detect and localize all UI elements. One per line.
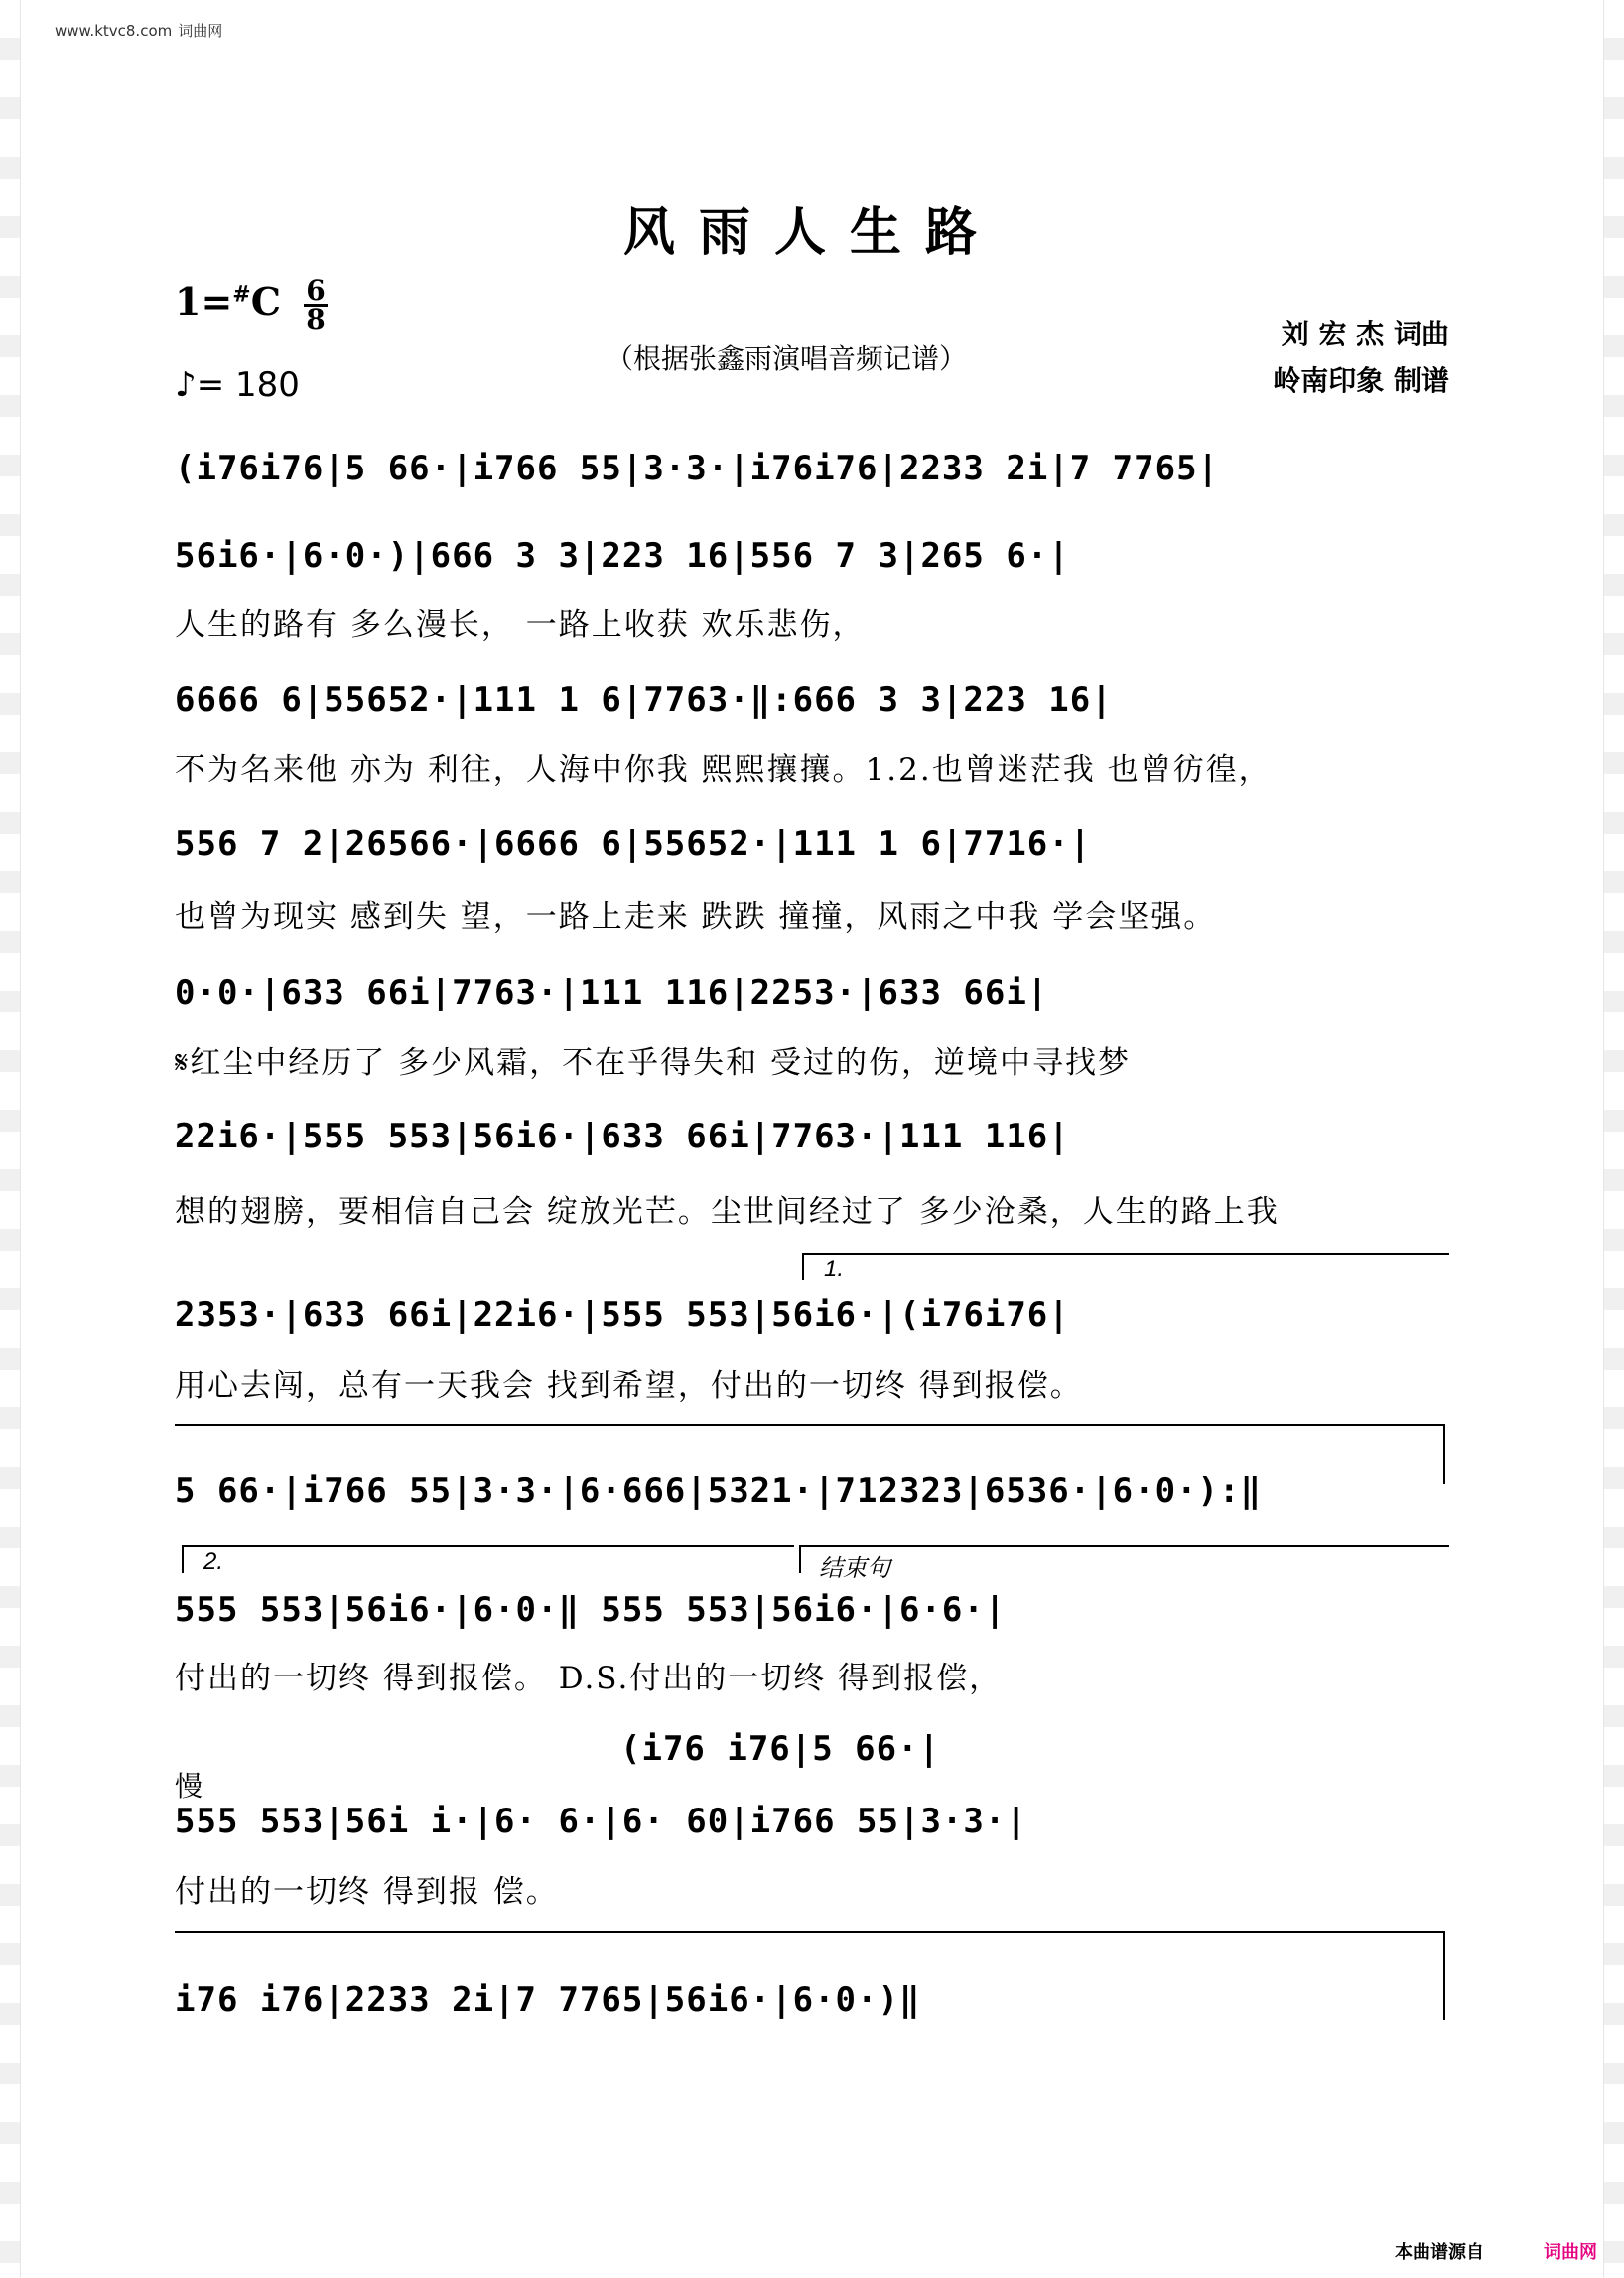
site-header[interactable]	[55, 20, 222, 41]
footer-brand-link[interactable]: 词曲网	[1544, 2242, 1597, 2263]
lyric-line-6: 想的翅膀，要相信自己会 绽放光芒。尘世间经过了 多少沧桑，人生的路上我	[175, 1194, 1280, 1230]
notation-line-3: 6666 6|55652·|111 1 6|7763·‖:666 3 3|223 16|	[175, 680, 1113, 720]
lyric-line-11: 付出的一切终 得到报 偿。	[175, 1874, 559, 1910]
time-numerator: 6	[306, 274, 326, 307]
footer-source: 本曲谱源自	[1395, 2242, 1484, 2263]
site-url: www.ktvc8.com	[55, 22, 173, 40]
key-prefix: 1=	[175, 279, 233, 324]
notation-line-7: 2353·|633 66i|22i6·|555 553|56i6·|(i76i76|	[175, 1295, 1070, 1335]
subtitle: （根据张鑫雨演唱音频记谱）	[606, 342, 968, 375]
tempo-marking: ♪= 180	[175, 365, 300, 405]
sharp-symbol: #	[232, 281, 251, 308]
notation-line-6: 22i6·|555 553|56i6·|633 66i|7763·|111 116|	[175, 1117, 1070, 1156]
system-divider	[175, 1424, 1445, 1426]
site-name: 词曲网	[178, 22, 223, 40]
lyric-line-9: 付出的一切终 得到报偿。 D.S.付出的一切终 得到报偿，	[175, 1661, 1003, 1696]
credit-arranger: 岭南印象 制谱	[1273, 364, 1449, 397]
credit-lyricist-composer: 刘 宏 杰 词曲	[1281, 318, 1449, 350]
system-divider-end	[1443, 1424, 1445, 1484]
lyric-line-2: 人生的路有 多么漫长， 一路上收获 欢乐悲伤，	[175, 607, 866, 643]
notation-line-9: 555 553|56i6·|6·0·‖ 555 553|56i6·|6·6·|	[175, 1590, 1007, 1630]
slow-marking: 慢	[175, 1771, 203, 1802]
system-divider-2-end	[1443, 1931, 1445, 2020]
notation-line-10: (i76 i76|5 66·|	[620, 1729, 941, 1769]
key-signature	[175, 274, 328, 335]
notation-line-11: 555 553|56i i·|6· 6·|6· 60|i766 55|3·3·|	[175, 1802, 1027, 1841]
time-signature	[304, 274, 327, 335]
notation-line-12: i76 i76|2233 2i|7 7765|56i6·|6·0·)‖	[175, 1980, 921, 2020]
coda-ending-label: 结束句	[819, 1555, 890, 1582]
notation-line-8: 5 66·|i766 55|3·3·|6·666|5321·|712323|6536·|6·0·):‖	[175, 1471, 1262, 1511]
first-ending-bracket	[802, 1253, 1449, 1280]
time-denominator: 8	[306, 303, 326, 335]
lyric-line-4: 也曾为现实 感到失 望，一路上走来 跌跌 撞撞，风雨之中我 学会坚强。	[175, 899, 1217, 935]
right-border-strip	[1603, 0, 1624, 2278]
notation-line-5: 0·0·|633 66i|7763·|111 116|2253·|633 66i|	[175, 973, 1049, 1012]
lyric-line-7: 用心去闯，总有一天我会 找到希望，付出的一切终 得到报偿。	[175, 1368, 1083, 1404]
system-divider-2	[175, 1931, 1445, 1933]
lyric-line-5: 𝄋红尘中经历了 多少风霜，不在乎得失和 受过的伤，逆境中寻找梦	[175, 1045, 1132, 1081]
key-note: C	[250, 279, 281, 324]
song-title: 风雨人生路	[622, 202, 1001, 263]
second-ending-bracket	[182, 1545, 794, 1573]
second-ending-label: 2.	[203, 1548, 224, 1575]
coda-ending-bracket	[799, 1545, 1449, 1573]
left-border-strip	[0, 0, 21, 2278]
notation-line-1: (i76i76|5 66·|i766 55|3·3·|i76i76|2233 2i|7 7765|	[175, 449, 1220, 488]
notation-line-2: 56i6·|6·0·)|666 3 3|223 16|556 7 3|265 6·|	[175, 536, 1070, 576]
first-ending-label: 1.	[824, 1256, 845, 1282]
lyric-line-3: 不为名来他 亦为 利往，人海中你我 熙熙攘攘。1.2.也曾迷茫我 也曾彷徨，	[175, 752, 1272, 788]
notation-line-4: 556 7 2|26566·|6666 6|55652·|111 1 6|7716·|	[175, 824, 1092, 864]
